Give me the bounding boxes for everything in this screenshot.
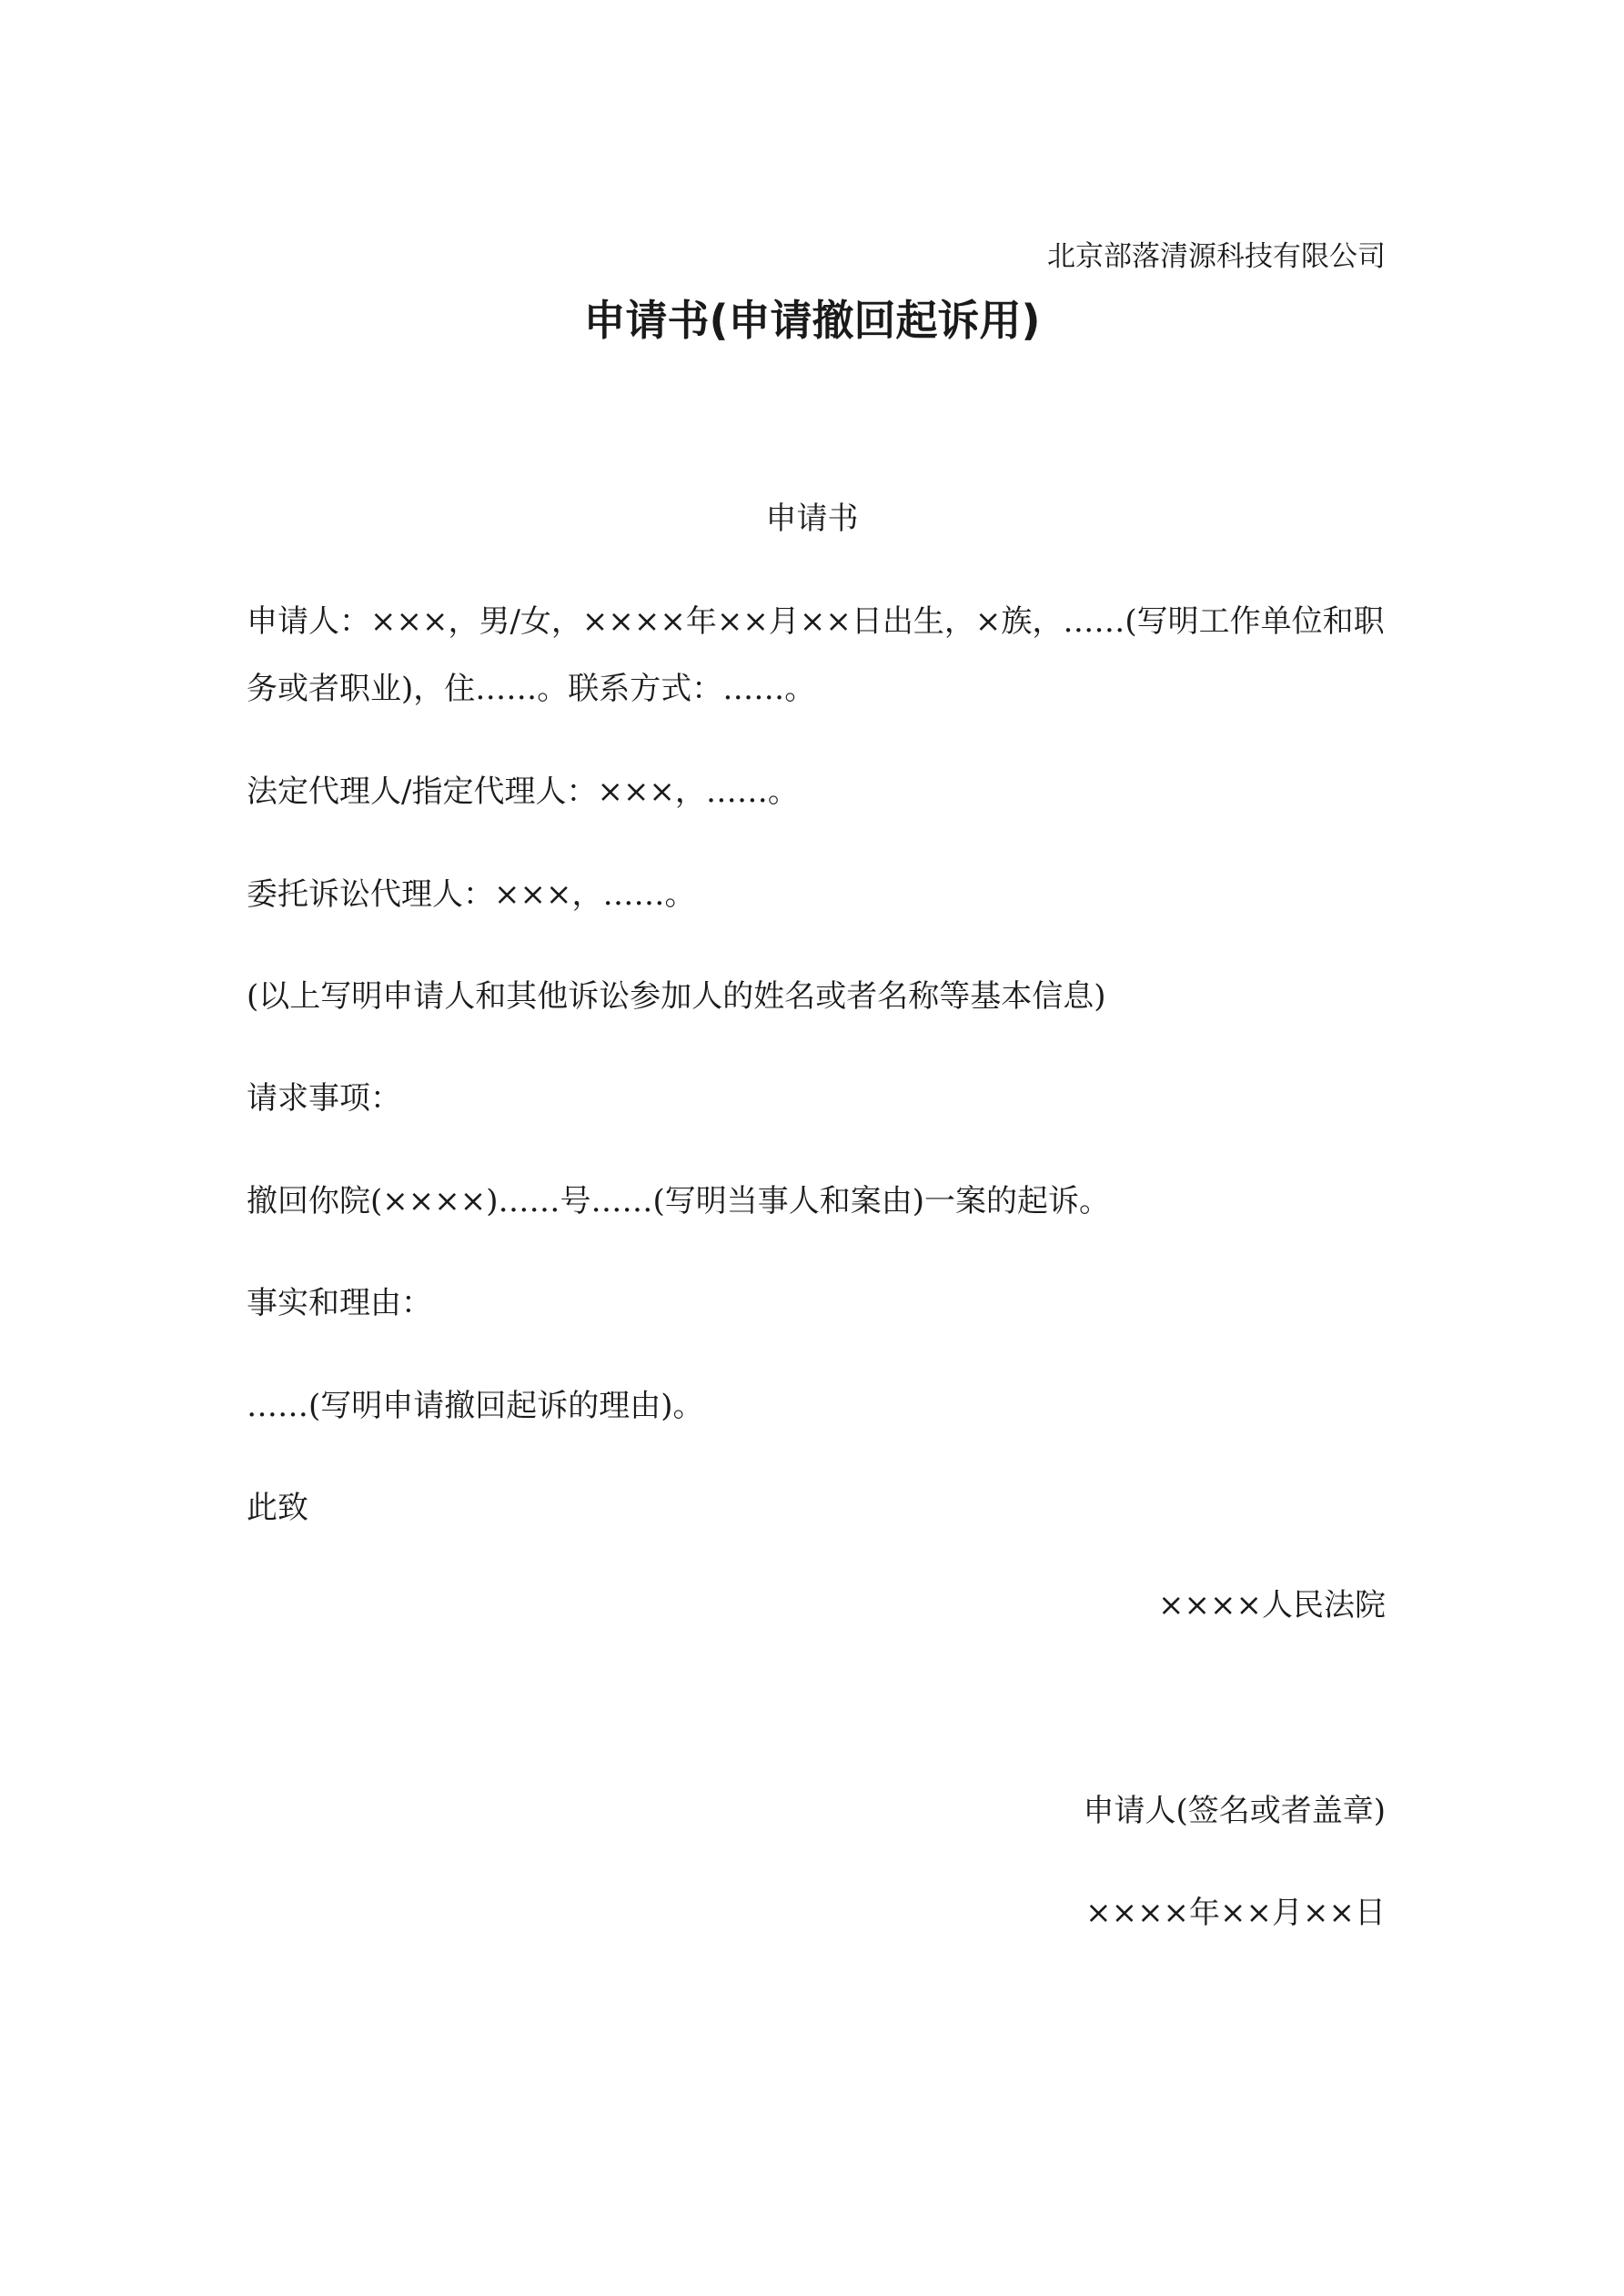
legal-agent-paragraph: 法定代理人/指定代理人：×××，……。 xyxy=(247,774,799,810)
court-name: ××××人民法院 xyxy=(1158,1587,1386,1623)
document-subtitle: 申请书 xyxy=(765,501,859,537)
applicant-paragraph: 申请人：×××，男/女，××××年××月××日出生，×族，……(写明工作单位和职务或者职业)，住……。联系方式：……。 xyxy=(247,603,1385,707)
company-name: 北京部落清源科技有限公司 xyxy=(1047,240,1386,273)
reason-paragraph: ……(写明申请撤回起诉的理由)。 xyxy=(247,1388,704,1424)
request-paragraph: 撤回你院(××××)……号……(写明当事人和案由)一案的起诉。 xyxy=(247,1183,1111,1219)
facts-heading: 事实和理由： xyxy=(247,1285,432,1321)
entrusted-agent-paragraph: 委托诉讼代理人：×××，……。 xyxy=(247,876,696,913)
applicant-signature: 申请人(签名或者盖章) xyxy=(1083,1793,1386,1829)
request-heading: 请求事项： xyxy=(247,1080,401,1117)
date-line: ××××年××月××日 xyxy=(1085,1895,1386,1931)
document-title: 申请书(申请撤回起诉用) xyxy=(583,296,1041,345)
salutation: 此致 xyxy=(247,1490,308,1526)
info-note-paragraph: (以上写明申请人和其他诉讼参加人的姓名或者名称等基本信息) xyxy=(247,978,1106,1015)
